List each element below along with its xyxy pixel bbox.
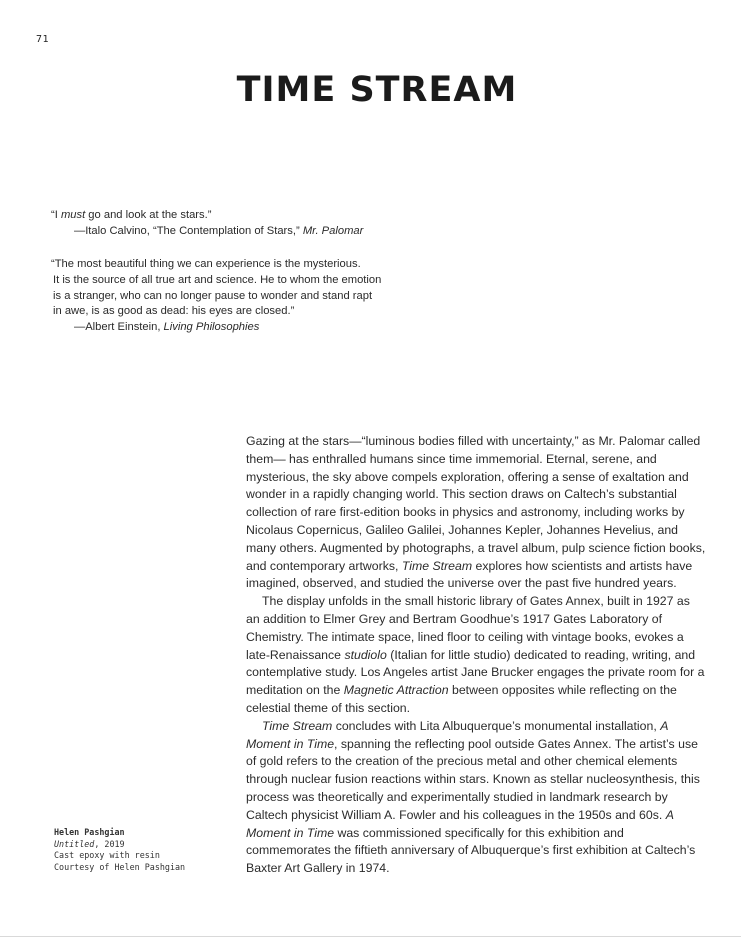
epigraph-calvino (51, 208, 411, 240)
paragraph: Gazing at the stars—“luminous bodies filled with uncertainty,” as Mr. Palomar called them— has enthralled humans since time immemorial. Eternal, serene, and mysterious, the sky above compels exploration, offering a sense of exaltation and wonder in a rapidly changing world. This section draws on Caltech’s substantial collection of rare first-edition books in physics and astronomy, including works by Nicolaus Copernicus, Galileo Galilei, Johannes Kepler, Johannes Hevelius, and many others. Augmented by photographs, a travel album, pulp science fiction books, and contemporary artworks, Time Stream explores how scientists and artists have imagined, observed, and studied the universe over the past five hundred years. (246, 434, 706, 591)
epigraph-quote: “The most beautiful thing we can experience is the mysterious. It is the source of all true art and science. He to whom the emotion is a stranger, who can no longer pause to wonder and stand rapt in awe, is as good as dead: his eyes are closed.” (51, 258, 382, 318)
page-title: TIME STREAM (236, 70, 518, 110)
epigraph-einstein (51, 257, 411, 336)
epigraph-attribution: —Italo Calvino, “The Contemplation of Stars,” Mr. Palomar (74, 224, 364, 237)
page-number: 71 (36, 34, 50, 45)
paragraph: The display unfolds in the small historic library of Gates Annex, built in 1927 as an addition to Elmer Grey and Bertram Goodhue’s 1917 Gates Laboratory of Chemistry. The intimate space, lined floor to ceiling with vintage books, evokes a late-Renaissance studiolo (Italian for little studio) dedicated to reading, writing, and contemplative study. Los Angeles artist Jane Brucker engages the private room for a meditation on the Magnetic Attraction between opposites while reflecting on the celestial theme of this section. (246, 594, 705, 715)
caption-title: Untitled, 2019 (54, 838, 125, 849)
paragraph: Time Stream concludes with Lita Albuquerque’s monumental installation, A Moment in Time, spanning the reflecting pool outside Gates Annex. The artist’s use of gold refers to the creation of the precious metal and other chemical elements through nuclear fusion reactions within stars. Known as stellar nucleosynthesis, this process was theoretically and experimentally studied in landmark research by Caltech physicist William A. Fowler and his colleagues in the 1950s and 60s. A Moment in Time was commissioned specifically for this exhibition and commemorates the fiftieth anniversary of Albuquerque’s first exhibition at Caltech’s Baxter Art Gallery in 1974. (246, 718, 700, 876)
page-divider (0, 936, 741, 937)
artwork-caption (54, 827, 185, 873)
caption-medium: Cast epoxy with resin (54, 850, 160, 861)
caption-credit: Courtesy of Helen Pashgian (54, 861, 186, 872)
essay-body (246, 433, 706, 878)
caption-artist: Helen Pashgian (54, 827, 125, 837)
epigraph-attribution: —Albert Einstein, Living Philosophies (74, 321, 260, 334)
epigraph-quote: “I must go and look at the stars.” (51, 209, 212, 221)
